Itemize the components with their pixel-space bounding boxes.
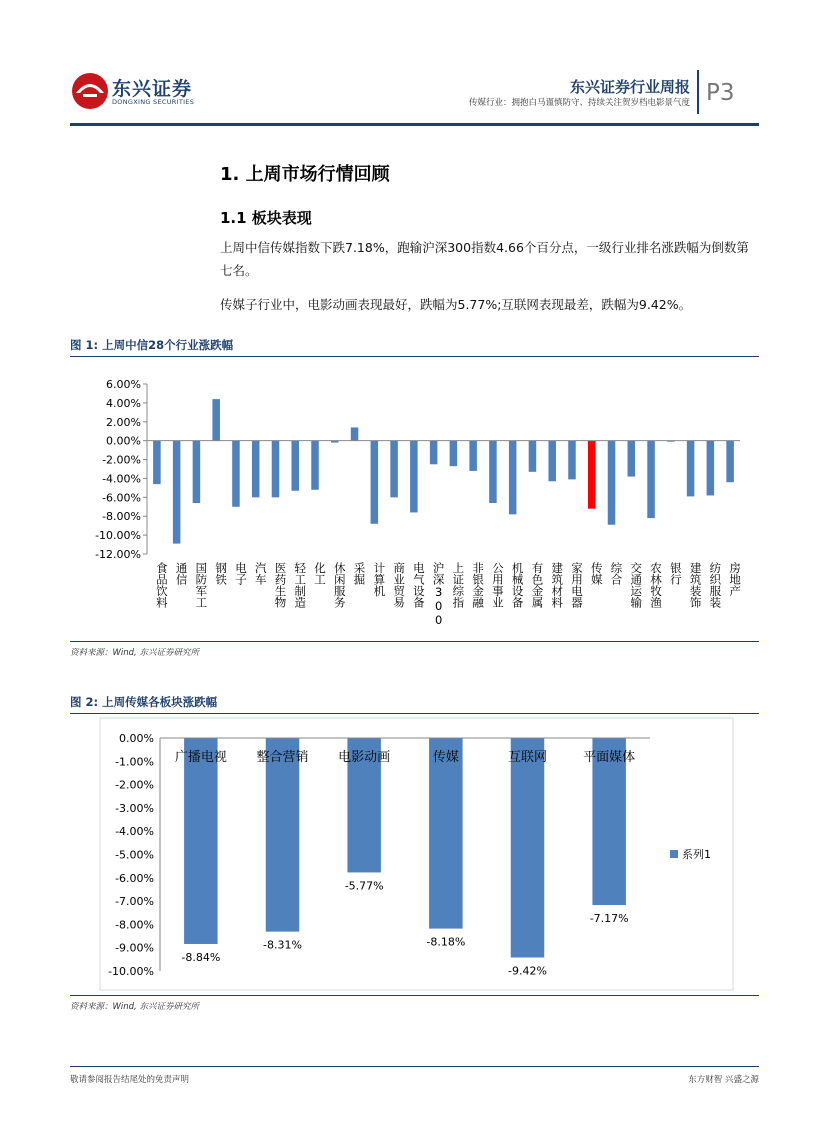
legend-swatch xyxy=(670,850,678,858)
bar-23 xyxy=(608,441,616,525)
header-rule xyxy=(70,123,759,126)
legend-label: 系列1 xyxy=(682,848,711,861)
figure2-bottom-rule xyxy=(70,995,759,996)
category-label-0: 广播电视 xyxy=(174,750,227,765)
category-label-19: 有色金属 xyxy=(530,562,545,608)
category-label-27: 建筑装饰 xyxy=(688,562,703,608)
figure2-source: 资料来源：Wind, 东兴证券研究所 xyxy=(70,1002,199,1012)
category-label-16: 非银金融 xyxy=(471,562,486,608)
bar-20 xyxy=(548,441,556,482)
logo-bar xyxy=(83,94,97,97)
category-label-0: 食品饮料 xyxy=(154,562,169,608)
category-label-6: 医药生物 xyxy=(273,562,288,608)
bar-22 xyxy=(588,441,596,509)
category-label-26: 银行 xyxy=(668,562,683,585)
bar-17 xyxy=(489,441,497,503)
bar-25 xyxy=(647,441,655,518)
y-tick-label: -2.00% xyxy=(102,453,141,467)
brand-name: 东兴证券 xyxy=(112,78,193,100)
bar-10 xyxy=(351,427,359,440)
category-label-28: 纺织服装 xyxy=(708,562,723,608)
bar-1 xyxy=(266,738,299,932)
category-label-29: 房地产 xyxy=(728,562,743,597)
subsection-heading: 1.1 板块表现 xyxy=(220,209,312,227)
figure1-bottom-rule xyxy=(70,641,759,642)
category-label-14: 沪深300 xyxy=(431,562,446,627)
bar-7 xyxy=(291,441,299,491)
category-label-24: 交通运输 xyxy=(629,562,644,608)
category-label-12: 商业贸易 xyxy=(392,562,407,608)
data-label-5: -7.17% xyxy=(589,912,629,926)
y-tick-label: -10.00% xyxy=(95,529,141,543)
bar-28 xyxy=(707,441,715,496)
bar-3 xyxy=(212,399,220,441)
y-tick-label: -1.00% xyxy=(115,755,154,769)
bar-5 xyxy=(252,441,260,498)
figure1-chart xyxy=(70,360,759,640)
bar-4 xyxy=(232,441,240,507)
data-label-3: -8.18% xyxy=(426,935,466,949)
logo-circle xyxy=(72,73,108,109)
category-label-22: 传媒 xyxy=(589,562,604,585)
y-tick-label: 6.00% xyxy=(106,378,141,391)
bar-12 xyxy=(390,441,398,498)
y-tick-label: -5.00% xyxy=(115,848,154,862)
bar-2 xyxy=(193,441,201,503)
category-label-7: 轻工制造 xyxy=(293,562,308,608)
category-label-4: 互联网 xyxy=(507,750,548,765)
bar-15 xyxy=(450,441,458,467)
category-label-23: 综合 xyxy=(609,562,624,585)
y-tick-label: -10.00% xyxy=(108,965,154,978)
figure1-source: 资料来源：Wind, 东兴证券研究所 xyxy=(70,648,199,658)
bar-19 xyxy=(529,441,537,472)
data-label-2: -5.77% xyxy=(344,879,384,893)
bar-6 xyxy=(272,441,280,498)
bar-0 xyxy=(153,441,161,484)
y-tick-label: 2.00% xyxy=(106,415,141,429)
data-label-0: -8.84% xyxy=(181,950,221,964)
category-label-10: 采掘 xyxy=(352,562,367,585)
y-tick-label: 4.00% xyxy=(106,396,141,410)
category-label-5: 汽车 xyxy=(253,562,268,585)
bar-18 xyxy=(509,441,517,515)
bar-14 xyxy=(430,441,438,465)
footer-rule xyxy=(70,1066,759,1067)
y-tick-label: -9.00% xyxy=(115,941,154,955)
figure1-title: 图 1: 上周中信28个行业涨跌幅 xyxy=(70,338,234,352)
y-tick-label: 0.00% xyxy=(119,732,154,745)
category-label-1: 整合营销 xyxy=(256,750,309,765)
category-label-21: 家用电器 xyxy=(569,562,584,608)
category-label-11: 计算机 xyxy=(372,562,387,597)
bar-4 xyxy=(511,738,544,957)
bar-24 xyxy=(628,441,636,477)
category-label-15: 上证综指 xyxy=(451,562,466,608)
bar-29 xyxy=(726,441,734,483)
category-label-1: 通信 xyxy=(174,562,189,585)
data-label-1: -8.31% xyxy=(263,938,302,952)
paragraph-index-performance: 上周中信传媒指数下跌7.18%，跑输沪深300指数4.66个百分点，一级行业排名涨跌幅为倒数第七名。 xyxy=(220,240,749,278)
brand-name-en: DONGXING SECURITIES xyxy=(112,98,195,106)
figure2-title: 图 2: 上周传媒各板块涨跌幅 xyxy=(70,695,218,709)
category-label-5: 平面媒体 xyxy=(583,750,636,765)
company-logo xyxy=(70,71,110,111)
bar-27 xyxy=(687,441,695,497)
bar-11 xyxy=(371,441,379,524)
y-tick-label: -7.00% xyxy=(115,895,154,909)
bar-1 xyxy=(173,441,181,544)
category-label-2: 国防军工 xyxy=(194,562,209,608)
paragraph-subsector-performance: 传媒子行业中，电影动画表现最好，跌幅为5.77%;互联网表现最差，跌幅为9.42%。 xyxy=(220,297,692,312)
bar-16 xyxy=(469,441,477,471)
bar-0 xyxy=(184,738,217,944)
page-number: P3 xyxy=(706,80,735,106)
category-label-3: 钢铁 xyxy=(214,562,229,585)
category-label-2: 电影动画 xyxy=(338,750,391,765)
data-label-4: -9.42% xyxy=(508,964,547,978)
y-tick-label: 0.00% xyxy=(106,434,141,448)
figure2-top-rule xyxy=(70,713,759,714)
category-label-13: 电气设备 xyxy=(411,562,426,608)
section-heading: 1. 上周市场行情回顾 xyxy=(220,164,390,185)
y-tick-label: -8.00% xyxy=(102,510,141,524)
footer-disclaimer: 敬请参阅报告结尾处的免责声明 xyxy=(70,1075,190,1085)
figure1-top-rule xyxy=(70,356,759,357)
header-divider xyxy=(697,70,699,114)
category-label-9: 休闲服务 xyxy=(332,562,347,608)
bar-8 xyxy=(311,441,319,490)
bar-21 xyxy=(568,441,576,480)
report-title: 东兴证券行业周报 xyxy=(569,78,690,96)
figure2-chart xyxy=(70,716,759,994)
category-label-20: 建筑材料 xyxy=(550,562,565,608)
y-tick-label: -2.00% xyxy=(115,778,154,792)
y-tick-label: -6.00% xyxy=(115,871,154,885)
report-subtitle: 传媒行业：拥抱白马谨慎防守、持续关注贺岁档电影景气度 xyxy=(468,98,690,108)
bar-3 xyxy=(429,738,462,929)
category-label-17: 公用事业 xyxy=(490,562,505,608)
footer-slogan: 东方财智 兴盛之源 xyxy=(688,1075,759,1085)
category-label-4: 电子 xyxy=(233,562,248,585)
category-label-3: 传媒 xyxy=(432,750,459,765)
category-label-25: 农林牧渔 xyxy=(649,562,664,608)
y-tick-label: -4.00% xyxy=(102,472,141,486)
y-tick-label: -4.00% xyxy=(115,825,154,839)
y-tick-label: -12.00% xyxy=(95,548,141,561)
y-tick-label: -3.00% xyxy=(115,801,154,815)
bar-13 xyxy=(410,441,418,513)
category-label-8: 化工 xyxy=(313,562,328,585)
y-tick-label: -8.00% xyxy=(115,918,154,932)
y-tick-label: -6.00% xyxy=(102,491,141,505)
category-label-18: 机械设备 xyxy=(510,562,525,608)
